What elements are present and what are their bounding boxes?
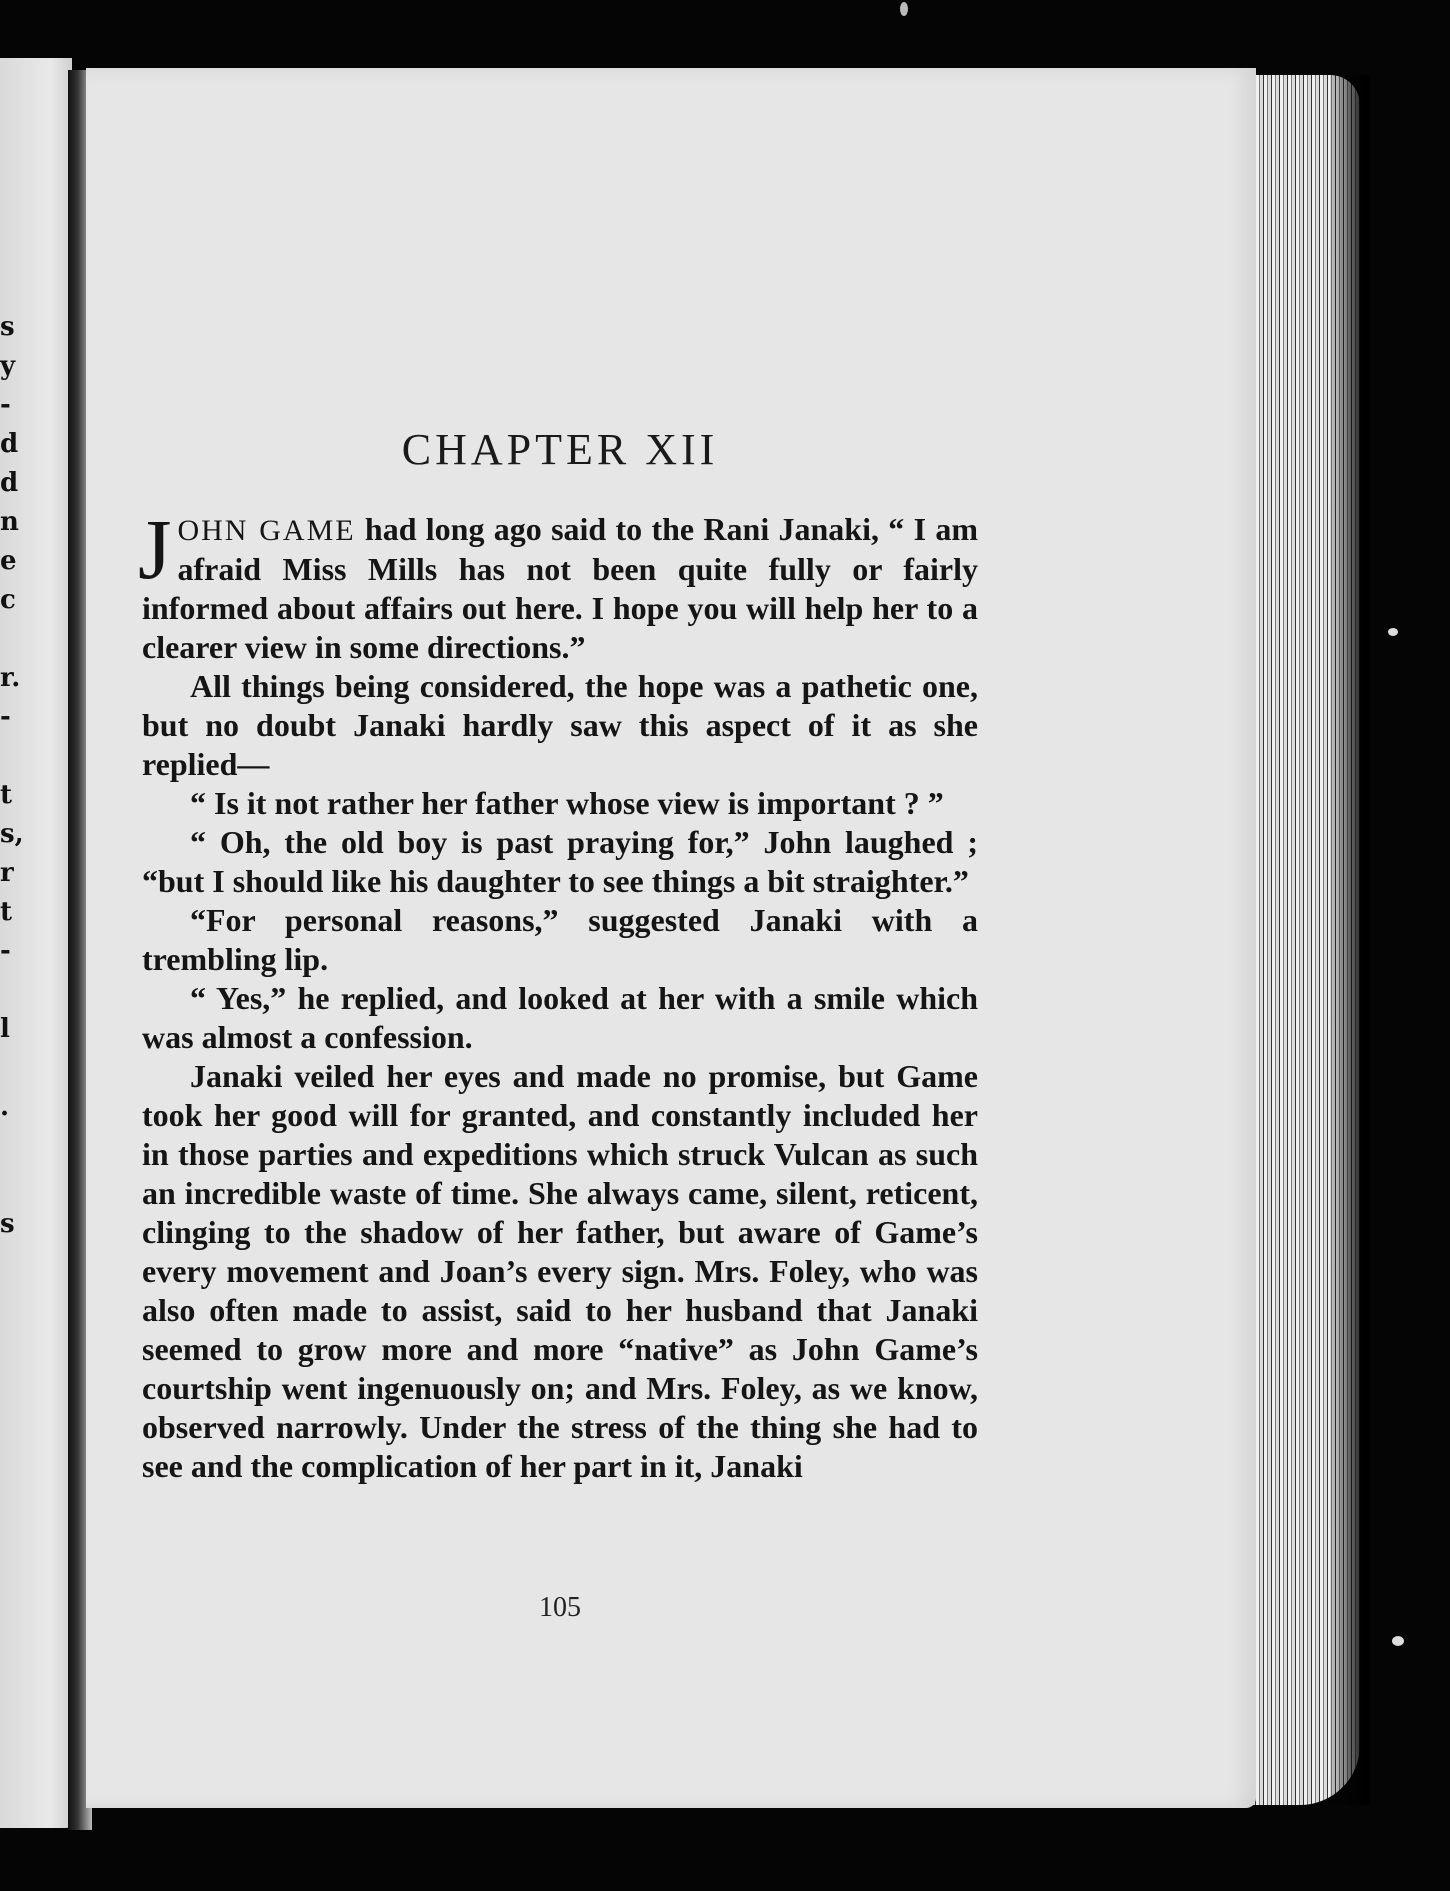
left-fragment: t bbox=[0, 780, 13, 810]
scan-speck bbox=[900, 2, 908, 16]
left-fragment bbox=[0, 737, 14, 776]
left-fragment: r bbox=[0, 858, 14, 888]
paragraph: “ Is it not rather her father whose view is important ? ” bbox=[190, 785, 944, 821]
opening-small-caps: OHN GAME bbox=[177, 514, 356, 547]
left-fragment: s, bbox=[0, 819, 24, 849]
left-page-text-fragments bbox=[0, 308, 24, 1244]
chapter-heading: CHAPTER XII bbox=[401, 425, 719, 474]
left-fragment bbox=[0, 971, 14, 1010]
paragraph-text: had long ago said to the Rani Janaki, “ I am afraid Miss Mills has not been quite fully or fairly informed about affairs out here. I hope you will help her to a clearer view in some directions.” bbox=[142, 511, 978, 665]
left-fragment: . bbox=[0, 1092, 10, 1122]
left-fragment bbox=[0, 1127, 14, 1166]
left-fragment: e bbox=[0, 546, 17, 576]
paragraph: All things being considered, the hope was a pathetic one, but no doubt Janaki hardly saw this aspect of it as she replied— bbox=[142, 668, 978, 782]
left-fragment: - bbox=[0, 936, 11, 966]
left-fragment: s bbox=[0, 1209, 15, 1239]
paragraph: Janaki veiled her eyes and made no promise, but Game took her good will for granted, and constantly included her in those parties and expeditions which struck Vulcan as such an incredible waste of time. She always came, silent, reticent, clinging to the shadow of her father, but aware of Game’s every movement and Joan’s every sign. Mrs. Foley, who was also often made to assist, said to her husband that Janaki seemed to grow more and more “native” as John Game’s courtship went ingenuously on; and Mrs. Foley, as we know, observed narrowly. Under the stress of the thing she had to see and the complication of her part in it, Janaki bbox=[142, 1058, 978, 1484]
left-fragment: l bbox=[0, 1014, 10, 1044]
left-fragment: d bbox=[0, 429, 19, 459]
left-fragment: - bbox=[0, 390, 11, 420]
left-fragment: - bbox=[0, 702, 11, 732]
paragraph: “ Yes,” he replied, and looked at her with a smile which was almost a confession. bbox=[142, 980, 978, 1055]
left-fragment bbox=[0, 1049, 14, 1088]
scan-speck bbox=[1388, 628, 1398, 636]
drop-cap: J bbox=[138, 501, 172, 597]
left-fragment: n bbox=[0, 507, 19, 537]
left-fragment: s bbox=[0, 312, 15, 342]
left-fragment: r. bbox=[0, 663, 21, 693]
left-fragment: d bbox=[0, 468, 19, 498]
paragraph: “ Oh, the old boy is past praying for,” John laughed ; “but I should like his daughter to see things a bit straighter.” bbox=[142, 824, 978, 899]
paragraph: “For personal reasons,” suggested Janaki with a trembling lip. bbox=[142, 902, 978, 977]
page-number: 105 bbox=[539, 1592, 581, 1623]
page-body-text bbox=[138, 501, 978, 1486]
left-fragment: y bbox=[0, 351, 16, 381]
left-fragment bbox=[0, 620, 14, 659]
paragraph bbox=[138, 501, 978, 667]
left-page-edge bbox=[0, 58, 72, 1828]
page-stack-shadow bbox=[1330, 75, 1370, 1805]
scan-speck bbox=[1392, 1636, 1404, 1646]
left-fragment bbox=[0, 1166, 14, 1205]
left-fragment: t bbox=[0, 897, 13, 927]
left-fragment: c bbox=[0, 585, 16, 615]
